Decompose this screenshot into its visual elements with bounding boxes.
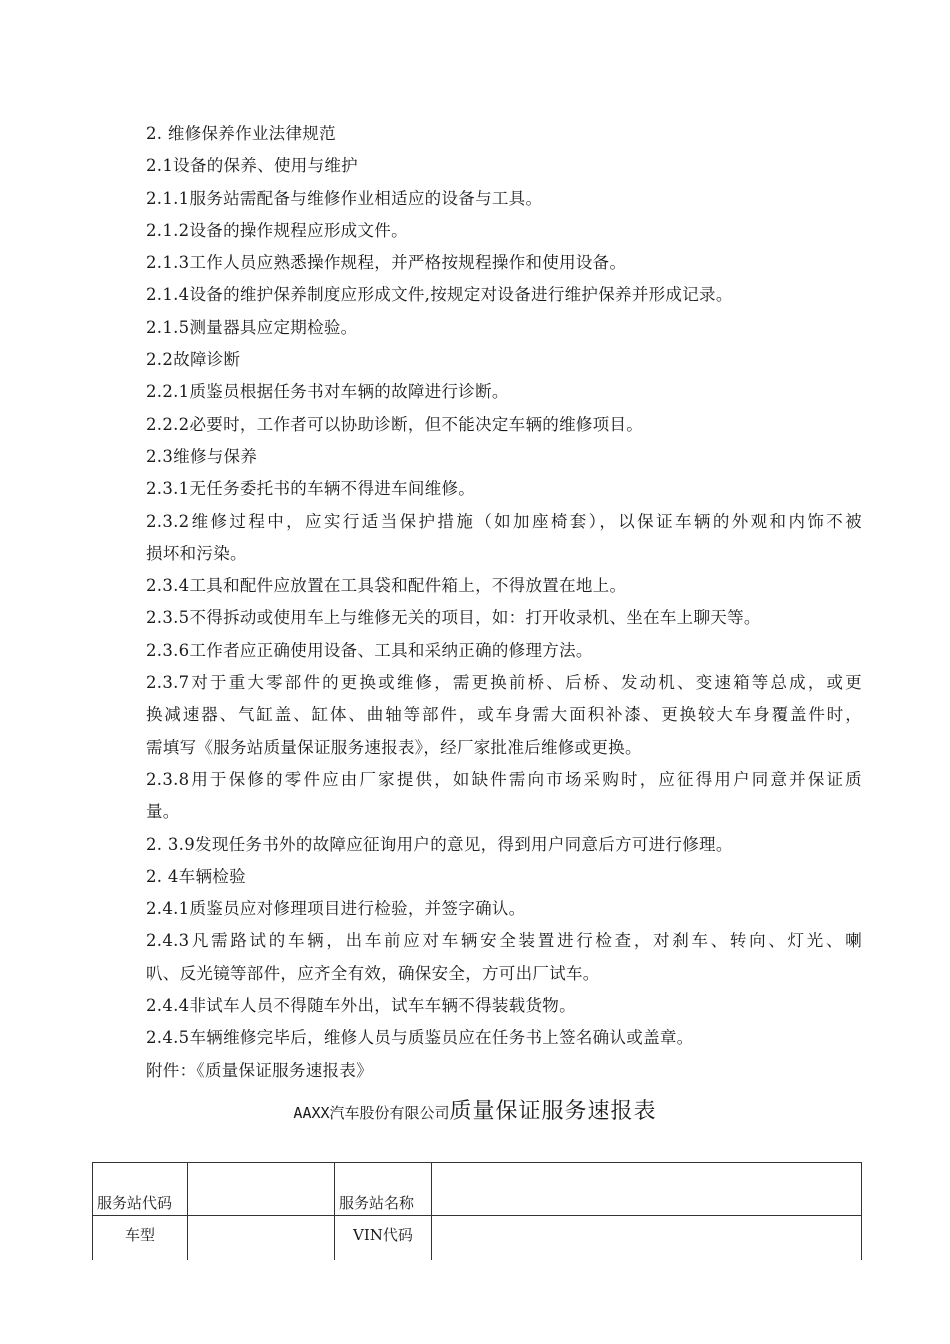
station-code-field[interactable] bbox=[188, 1163, 335, 1216]
clause-2-3-9: 2. 3.9发现任务书外的故障应征询用户的意见，得到用户同意后方可进行修理。 bbox=[146, 834, 733, 854]
clause-2-3-8-cont: 量。 bbox=[146, 802, 180, 822]
form-title bbox=[0, 1094, 950, 1125]
heading-2-3: 2.3维修与保养 bbox=[146, 446, 258, 466]
clause-2-1-3: 2.1.3工作人员应熟悉操作规程，并严格按规程操作和使用设备。 bbox=[146, 253, 627, 273]
clause-2-4-1: 2.4.1质鉴员应对修理项目进行检验，并签字确认。 bbox=[146, 899, 526, 919]
clause-2-3-6: 2.3.6工作者应正确使用设备、工具和采纳正确的修理方法。 bbox=[146, 640, 593, 660]
form-title-company: AAXX汽车股份有限公司 bbox=[293, 1104, 450, 1122]
attachment-note: 附件：《质量保证服务速报表》 bbox=[146, 1060, 373, 1080]
clause-2-3-7-end: 需填写《服务站质量保证服务速报表》，经厂家批准后维修或更换。 bbox=[146, 737, 642, 757]
clause-2-4-4: 2.4.4非试车人员不得随车外出，试车车辆不得装载货物。 bbox=[146, 996, 576, 1016]
station-code-label: 服务站代码 bbox=[93, 1163, 188, 1216]
clause-2-3-1: 2.3.1无任务委托书的车辆不得进车间维修。 bbox=[146, 479, 476, 499]
clause-2-4-5: 2.4.5车辆维修完毕后，维修人员与质鉴员应在任务书上签名确认或盖章。 bbox=[146, 1028, 694, 1048]
clause-2-1-5: 2.1.5测量器具应定期检验。 bbox=[146, 317, 358, 337]
clause-2-4-3: 2.4.3凡需路试的车辆，出车前应对车辆安全装置进行检查，对刹车、转向、灯光、喇 bbox=[146, 931, 862, 951]
heading-2-1: 2.1设备的保养、使用与维护 bbox=[146, 156, 358, 176]
clause-2-3-5: 2.3.5不得拆动或使用车上与维修无关的项目，如：打开收录机、坐在车上聊天等。 bbox=[146, 608, 761, 628]
vin-label: VIN代码 bbox=[335, 1216, 432, 1261]
clause-2-3-7: 2.3.7对于重大零部件的更换或维修，需更换前桥、后桥、发动机、变速箱等总成，或更 bbox=[146, 673, 862, 693]
heading-2-4: 2. 4车辆检验 bbox=[146, 866, 246, 886]
vin-field[interactable] bbox=[432, 1216, 862, 1261]
clause-2-2-2: 2.2.2必要时，工作者可以协助诊断，但不能决定车辆的维修项目。 bbox=[146, 414, 644, 434]
station-name-label: 服务站名称 bbox=[335, 1163, 432, 1216]
heading-2: 2. 维修保养作业法律规范 bbox=[146, 124, 336, 143]
vehicle-model-field[interactable] bbox=[188, 1216, 335, 1261]
clause-2-1-4: 2.1.4设备的维护保养制度应形成文件,按规定对设备进行维护保养并形成记录。 bbox=[146, 285, 733, 305]
clause-2-3-8: 2.3.8用于保修的零件应由厂家提供，如缺件需向市场采购时，应征得用户同意并保证质 bbox=[146, 769, 862, 789]
heading-2-2: 2.2故障诊断 bbox=[146, 350, 241, 370]
vehicle-model-label: 车型 bbox=[93, 1216, 188, 1261]
quality-report-form bbox=[92, 1162, 862, 1260]
form-title-main: 质量保证服务速报表 bbox=[449, 1099, 657, 1124]
form-row bbox=[93, 1163, 862, 1216]
clause-2-4-3-cont: 叭、反光镜等部件，应齐全有效，确保安全，方可出厂试车。 bbox=[146, 963, 600, 983]
clause-2-2-1: 2.2.1质鉴员根据任务书对车辆的故障进行诊断。 bbox=[146, 382, 509, 402]
body-text bbox=[146, 118, 862, 1087]
clause-2-3-4: 2.3.4工具和配件应放置在工具袋和配件箱上，不得放置在地上。 bbox=[146, 576, 627, 596]
clause-2-3-2: 2.3.2维修过程中，应实行适当保护措施（如加座椅套），以保证车辆的外观和内饰不被 bbox=[146, 511, 862, 531]
station-name-field[interactable] bbox=[432, 1163, 862, 1216]
clause-2-3-7-cont: 换减速器、气缸盖、缸体、曲轴等部件，或车身需大面积补漆、更换较大车身覆盖件时， bbox=[146, 705, 862, 725]
clause-2-1-2: 2.1.2设备的操作规程应形成文件。 bbox=[146, 220, 408, 240]
form-row bbox=[93, 1216, 862, 1261]
clause-2-1-1: 2.1.1服务站需配备与维修作业相适应的设备与工具。 bbox=[146, 188, 543, 208]
clause-2-3-2-cont: 损坏和污染。 bbox=[146, 543, 247, 563]
